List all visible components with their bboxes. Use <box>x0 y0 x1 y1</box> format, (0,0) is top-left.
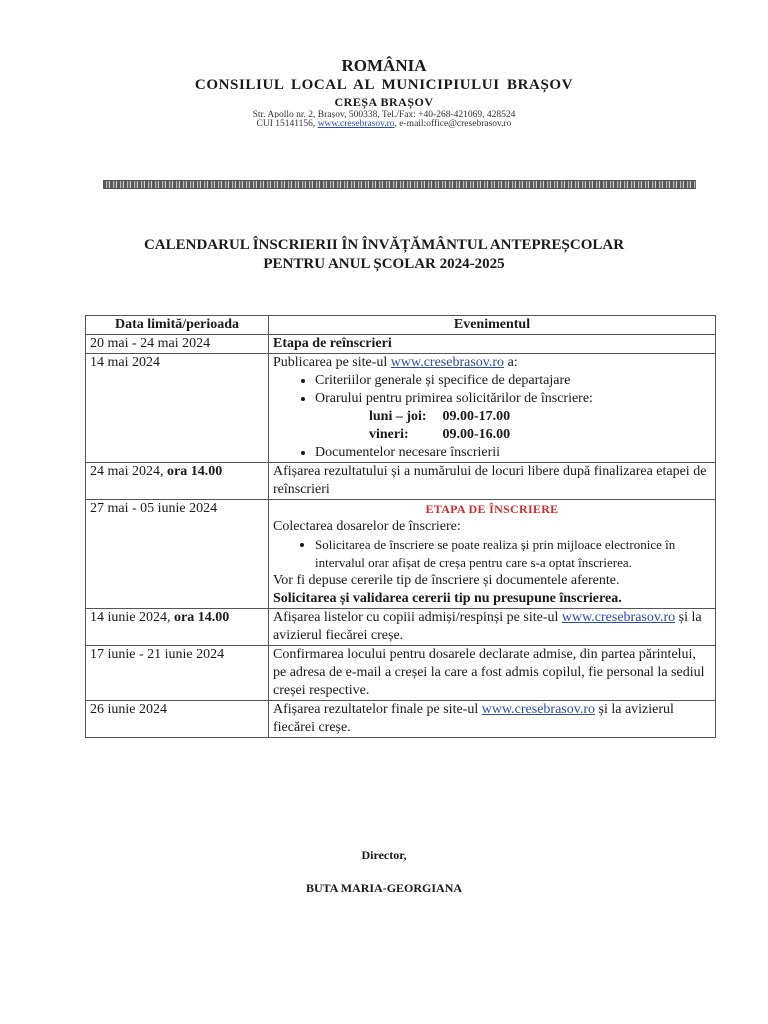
row-date: 26 iunie 2024 <box>86 701 269 738</box>
table-row <box>86 701 716 738</box>
title-line-1: CALENDARUL ÎNSCRIERII ÎN ÎNVĂȚĂMÂNTUL ANTEPREȘCOLAR <box>143 237 625 253</box>
stage-heading: ETAPA DE ÎNSCRIERE <box>425 502 559 516</box>
date-text: 24 mai 2024, <box>90 464 167 479</box>
list-item: • Solicitarea de înscriere se poate realiza și prin mijloace electronice în intervalul orar afișat de creșa pentru care s-a optat înscrierea. <box>315 536 711 572</box>
date-text: 14 iunie 2024, <box>90 610 174 625</box>
date-time: ora 14.00 <box>167 464 223 479</box>
letterhead-country: ROMÂNIA <box>341 56 427 75</box>
table-row <box>86 463 716 500</box>
event-note-text: Solicitarea și validarea cererii tip nu presupune înscrierea. <box>273 591 622 606</box>
calendar-table <box>85 315 716 738</box>
event-text-suffix: și la avizierul fiecărei creșe. <box>273 610 702 643</box>
event-line: Colectarea dosarelor de înscriere: <box>273 519 461 534</box>
event-text: Afișarea listelor cu copiii admiși/respinși pe site-ul <box>273 610 562 625</box>
row-event <box>269 609 716 646</box>
schedule-hours: 09.00-17.00 <box>442 409 511 424</box>
document-title <box>0 236 768 274</box>
letterhead-council: CONSILIUL LOCAL AL MUNICIPIULUI BRAȘOV <box>194 77 574 93</box>
schedule-hours: 09.00-16.00 <box>442 427 511 442</box>
website-link[interactable]: www.cresebrasov.ro <box>317 119 395 129</box>
schedule-days: vineri: <box>369 427 409 442</box>
event-note <box>273 590 711 608</box>
table-row <box>86 500 716 609</box>
signature-name: BUTA MARIA-GEORGIANA <box>305 881 463 895</box>
table-row <box>86 354 716 463</box>
event-title: Etapa de reînscrieri <box>273 336 392 351</box>
table-row <box>86 335 716 354</box>
event-intro-suffix: a: <box>504 355 518 370</box>
list-item: • Criteriilor generale și specifice de departajare <box>315 372 711 390</box>
table-row <box>86 646 716 701</box>
letterhead-address: Str. Apollo nr. 2, Brașov, 500338, Tel./Fax: +40-268-421069, 428524 <box>252 110 516 118</box>
cui-text: CUI 15141156, <box>256 119 316 129</box>
event-text-suffix: și la avizierul fiecărei creșe. <box>273 702 674 735</box>
list-item: • Documentelor necesare înscrierii <box>315 444 711 462</box>
event-intro-text: Publicarea pe site-ul <box>273 355 391 370</box>
schedule-days: luni – joi: <box>369 409 427 424</box>
letterhead-organization: CREȘA BRAȘOV <box>334 95 434 109</box>
row-event <box>269 354 716 463</box>
row-date <box>86 463 269 500</box>
row-date <box>86 609 269 646</box>
row-event: Confirmarea locului pentru dosarele declarate admise, din partea părintelui, pe adresa de e-mail a creșei la care a fost admis copilul, fie personal la sediul creșei respective. <box>269 646 716 701</box>
column-header-date: Data limită/perioada <box>86 316 269 335</box>
letterhead-divider <box>103 180 696 189</box>
letterhead <box>0 56 768 130</box>
event-intro <box>273 354 711 372</box>
signature-role: Director, <box>361 848 407 862</box>
date-time: ora 14.00 <box>174 610 230 625</box>
column-header-event: Evenimentul <box>269 316 716 335</box>
schedule-line <box>273 408 711 426</box>
publication-list <box>273 444 711 462</box>
row-date: 17 iunie - 21 iunie 2024 <box>86 646 269 701</box>
event-text: Afișarea rezultatelor finale pe site-ul <box>273 702 482 717</box>
table-row <box>86 609 716 646</box>
publication-list <box>273 372 711 408</box>
row-event <box>269 500 716 609</box>
event-line: Vor fi depuse cererile tip de înscriere și documentele aferente. <box>273 573 620 588</box>
row-event <box>269 335 716 354</box>
title-line-2: PENTRU ANUL ȘCOLAR 2024-2025 <box>263 256 505 272</box>
row-date: 27 mai - 05 iunie 2024 <box>86 500 269 609</box>
table-header-row <box>86 316 716 335</box>
website-link[interactable]: www.cresebrasov.ro <box>481 702 595 717</box>
row-date: 14 mai 2024 <box>86 354 269 463</box>
schedule-line <box>273 426 711 444</box>
website-link[interactable]: www.cresebrasov.ro <box>561 610 676 625</box>
list-item: • Orarului pentru primirea solicitărilor de înscriere: <box>315 390 711 408</box>
letterhead-contact <box>0 118 768 130</box>
website-link[interactable]: www.cresebrasov.ro <box>390 355 505 370</box>
submission-list <box>273 536 711 572</box>
row-date: 20 mai - 24 mai 2024 <box>86 335 269 354</box>
email-text: , e-mail:office@cresebrasov.ro <box>394 119 512 129</box>
row-event: Afișarea rezultatului și a numărului de locuri libere după finalizarea etapei de reînscrieri <box>269 463 716 500</box>
row-event <box>269 701 716 738</box>
